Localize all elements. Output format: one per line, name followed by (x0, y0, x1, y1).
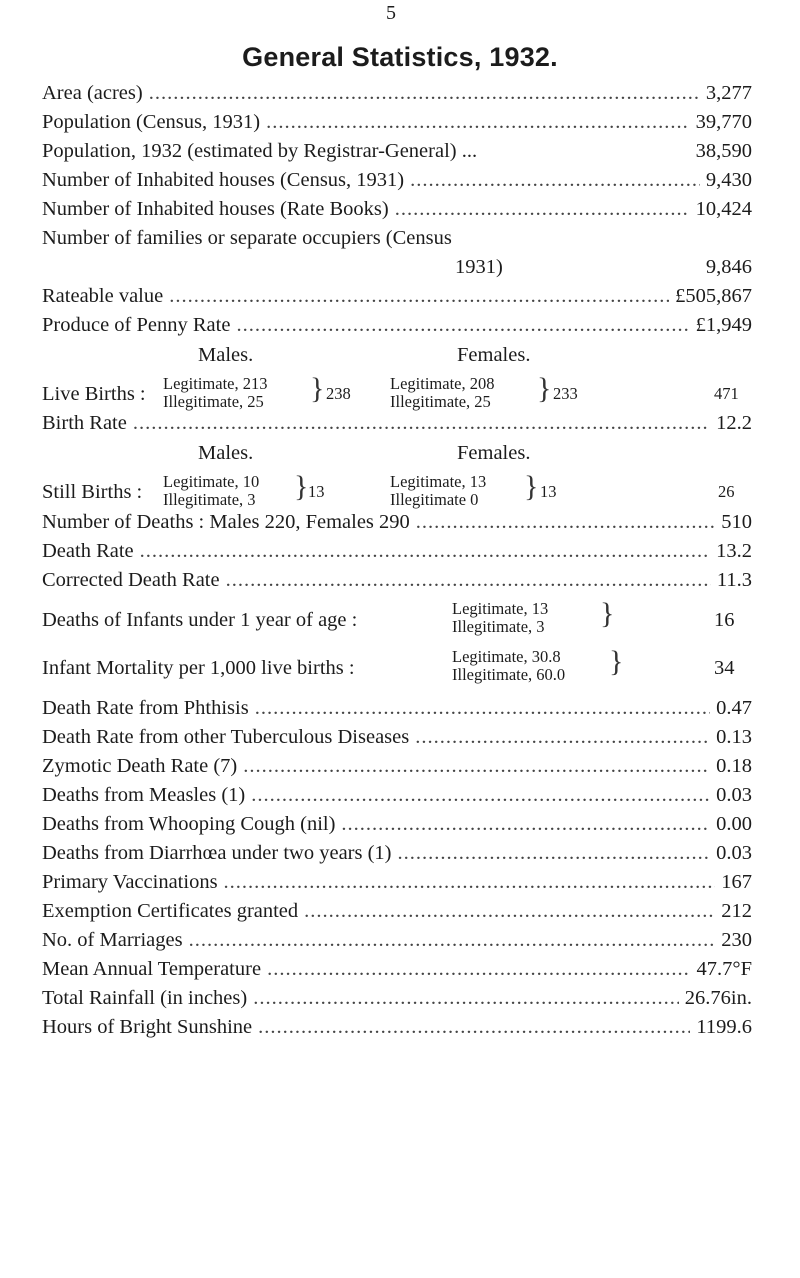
row-value: 9,430 (705, 169, 752, 191)
still-births-male-legit: Legitimate, 10 (163, 472, 260, 491)
stat-row-deaths (42, 511, 752, 541)
stat-row-tuberculous (42, 726, 752, 756)
row-value: 0.03 (716, 842, 752, 864)
families-label-line2: 1931) (455, 256, 503, 278)
row-label: Number of Deaths : Males 220, Females 290 (42, 511, 410, 533)
still-births-males-heading: Males. (198, 442, 254, 464)
leader-dots (267, 958, 690, 981)
row-label: Number of Inhabited houses (Rate Books) (42, 198, 389, 220)
row-value: 38,590 (695, 140, 752, 162)
leader-dots (236, 314, 689, 337)
row-value: 12.2 (716, 412, 752, 434)
stat-row-rainfall (42, 987, 752, 1017)
live-births-male-total: 238 (326, 384, 351, 403)
stat-row-death-rate (42, 540, 752, 570)
live-births-female-total: 233 (553, 384, 578, 403)
leader-dots (243, 755, 710, 778)
row-value: 39,770 (695, 111, 752, 133)
stat-row-area (42, 82, 752, 112)
stat-row-exemptions (42, 900, 752, 930)
stat-row-marriages (42, 929, 752, 959)
leader-dots (251, 784, 710, 807)
row-label: Mean Annual Temperature (42, 958, 262, 980)
infant-mortality-legit: Legitimate, 30.8 (452, 647, 561, 666)
leader-dots (140, 540, 710, 563)
stat-row-rateable-value (42, 285, 752, 315)
infant-deaths-label: Deaths of Infants under 1 year of age : (42, 609, 358, 631)
still-births-female-illegit: Illegitimate 0 (390, 490, 479, 509)
stat-row-temperature (42, 958, 752, 988)
row-label: Death Rate from other Tuberculous Diseases (42, 726, 410, 748)
row-label: Number of Inhabited houses (Census, 1931) (42, 169, 405, 191)
row-value: 0.00 (716, 813, 752, 835)
still-births-female-total: 13 (540, 482, 557, 501)
row-value: 0.13 (716, 726, 752, 748)
leader-dots (266, 111, 690, 134)
still-births-male-illegit: Illegitimate, 3 (163, 490, 256, 509)
live-births-female-illegit: Illegitimate, 25 (390, 392, 491, 411)
row-value: £1,949 (695, 314, 752, 336)
row-label: Birth Rate (42, 412, 127, 434)
row-value: 3,277 (705, 82, 752, 104)
row-value: £505,867 (675, 285, 752, 307)
row-label: Deaths from Diarrhœa under two years (1) (42, 842, 392, 864)
stat-row-diarrhoea (42, 842, 752, 872)
infant-deaths-legit: Legitimate, 13 (452, 599, 549, 618)
stat-row-birth-rate (42, 412, 752, 442)
leader-dots (395, 198, 690, 221)
leader-dots (133, 412, 710, 435)
still-births-male-total: 13 (308, 482, 325, 501)
brace-icon: } (609, 645, 624, 678)
row-label: Zymotic Death Rate (7) (42, 755, 238, 777)
infant-mortality-label: Infant Mortality per 1,000 live births : (42, 657, 355, 679)
leader-dots (149, 82, 700, 105)
row-label: Deaths from Whooping Cough (nil) (42, 813, 336, 835)
families-label-line1: Number of families or separate occupiers (Census (42, 227, 452, 249)
leader-dots (224, 871, 716, 894)
stat-row-whooping-cough (42, 813, 752, 843)
row-value: 47.7°F (696, 958, 752, 980)
stat-row-zymotic (42, 755, 752, 785)
live-births-female-legit: Legitimate, 208 (390, 374, 495, 393)
leader-dots (304, 900, 715, 923)
row-value: 0.47 (716, 697, 752, 719)
stat-row-measles (42, 784, 752, 814)
stat-row-vaccinations (42, 871, 752, 901)
row-label: Death Rate from Phthisis (42, 697, 249, 719)
still-births-label: Still Births : (42, 481, 143, 503)
leader-dots (255, 697, 710, 720)
brace-icon: } (524, 470, 539, 503)
leader-dots (341, 813, 710, 836)
families-value: 9,846 (705, 256, 752, 278)
page-number: 5 (386, 2, 396, 24)
row-value: 13.2 (716, 540, 752, 562)
row-value: 510 (721, 511, 752, 533)
stat-row-houses-ratebooks (42, 198, 752, 228)
row-label: Produce of Penny Rate (42, 314, 231, 336)
live-births-male-legit: Legitimate, 213 (163, 374, 268, 393)
row-label: Corrected Death Rate (42, 569, 220, 591)
row-label: No. of Marriages (42, 929, 183, 951)
live-births-label: Live Births : (42, 383, 146, 405)
row-label: Population (Census, 1931) (42, 111, 261, 133)
live-births-females-heading: Females. (457, 344, 531, 366)
stat-row-phthisis (42, 697, 752, 727)
leader-dots (189, 929, 716, 952)
row-value: 230 (721, 929, 752, 951)
stat-row-sunshine (42, 1016, 752, 1046)
leader-dots (169, 285, 669, 308)
row-value: 212 (721, 900, 752, 922)
leader-dots (258, 1016, 690, 1039)
leader-dots (416, 511, 715, 534)
row-label: Population, 1932 (estimated by Registrar-General) ... (42, 140, 478, 162)
row-label: Exemption Certificates granted (42, 900, 299, 922)
still-births-total: 26 (718, 482, 735, 501)
leader-dots (410, 169, 700, 192)
live-births-male-illegit: Illegitimate, 25 (163, 392, 264, 411)
row-label: Deaths from Measles (1) (42, 784, 246, 806)
row-value: 167 (721, 871, 752, 893)
row-label: Death Rate (42, 540, 134, 562)
infant-mortality-illegit: Illegitimate, 60.0 (452, 665, 566, 684)
brace-icon: } (600, 597, 615, 630)
still-births-female-legit: Legitimate, 13 (390, 472, 487, 491)
stat-row-population-estimated (42, 140, 752, 170)
row-label: Primary Vaccinations (42, 871, 218, 893)
infant-deaths-total: 16 (714, 609, 735, 631)
brace-icon: } (310, 372, 325, 405)
row-value: 10,424 (695, 198, 752, 220)
stat-row-corrected-death-rate (42, 569, 752, 599)
row-value: 0.03 (716, 784, 752, 806)
row-value: 26.76in. (684, 987, 752, 1009)
leader-dots (226, 569, 711, 592)
row-value: 1199.6 (696, 1016, 752, 1038)
still-births-females-heading: Females. (457, 442, 531, 464)
row-value: 11.3 (716, 569, 752, 591)
page-title: General Statistics, 1932. (242, 42, 558, 72)
row-label: Total Rainfall (in inches) (42, 987, 248, 1009)
infant-deaths-illegit: Illegitimate, 3 (452, 617, 545, 636)
row-label: Area (acres) (42, 82, 143, 104)
live-births-total: 471 (714, 384, 739, 403)
row-label: Hours of Bright Sunshine (42, 1016, 253, 1038)
infant-mortality-total: 34 (714, 657, 735, 679)
row-value: 0.18 (716, 755, 752, 777)
stat-row-population-census (42, 111, 752, 141)
stat-row-houses-census (42, 169, 752, 199)
leader-dots (253, 987, 679, 1010)
brace-icon: } (294, 470, 309, 503)
leader-dots (415, 726, 710, 749)
brace-icon: } (537, 372, 552, 405)
leader-dots (398, 842, 711, 865)
stat-row-penny-rate (42, 314, 752, 344)
live-births-males-heading: Males. (198, 344, 254, 366)
row-label: Rateable value (42, 285, 164, 307)
